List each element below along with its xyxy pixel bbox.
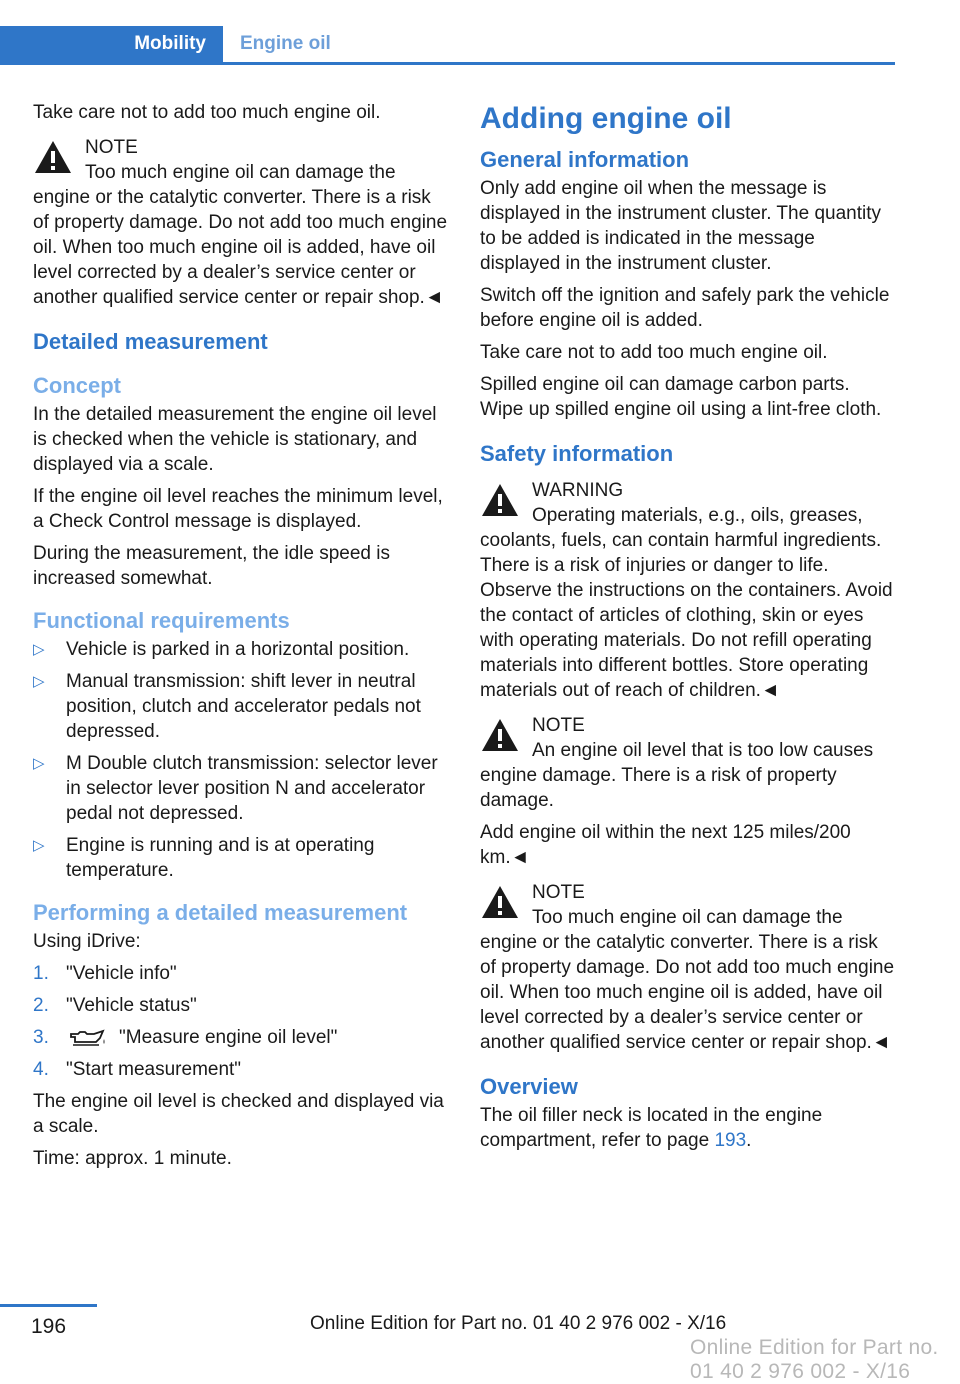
step-text: "Vehicle status" xyxy=(66,995,197,1016)
footer-rule xyxy=(0,1304,97,1307)
step-text: "Measure engine oil level" xyxy=(119,1027,338,1048)
page-link[interactable]: 193 xyxy=(714,1130,747,1151)
warning-triangle-icon xyxy=(33,139,73,175)
step-item xyxy=(33,1025,448,1050)
general-paragraph: Only add engine oil when the message is displayed in the instrument cluster. The quantity to be added is indicated in the message displayed in the instrument cluster. xyxy=(480,178,881,274)
concept-paragraph: If the engine oil level reaches the minimum level, a Check Control message is displayed. xyxy=(33,486,443,532)
step-number: 1. xyxy=(33,963,49,984)
left-column xyxy=(33,100,448,1178)
note-box xyxy=(33,135,448,310)
concept-paragraph: During the measurement, the idle speed is increased somewhat. xyxy=(33,543,390,589)
intro-text: Take care not to add too much engine oil. xyxy=(33,102,381,123)
concept-paragraph: In the detailed measurement the engine oil level is checked when the vehicle is stationary, and displayed via a scale. xyxy=(33,404,437,475)
overview-period: . xyxy=(746,1130,752,1151)
note-text: Too much engine oil can damage the engine or the catalytic converter. There is a risk of property damage. Do not add too much engine oil. When too much engine oil is added, have oil level corrected by a dealer’s service center or another qualified service center or repair shop.◄ xyxy=(33,162,448,308)
heading-general-information: General information xyxy=(480,147,690,172)
note-text: An engine oil level that is too low causes engine damage. There is a risk of property damage. xyxy=(480,740,874,811)
heading-concept: Concept xyxy=(33,373,121,398)
result-text: The engine oil level is checked and displayed via a scale. xyxy=(33,1091,444,1137)
general-paragraph: Switch off the ignition and safely park the vehicle before engine oil is added. xyxy=(480,285,890,331)
heading-overview: Overview xyxy=(480,1074,578,1099)
step-item xyxy=(33,1057,448,1082)
general-paragraph: Spilled engine oil can damage carbon parts. Wipe up spilled engine oil using a lint-free cloth. xyxy=(480,374,882,420)
note-label: NOTE xyxy=(532,715,585,736)
section-tab-engine-oil[interactable]: Engine oil xyxy=(240,33,331,54)
oil-can-icon xyxy=(69,1029,107,1047)
note-box xyxy=(480,713,895,870)
overview-text: The oil filler neck is located in the engine compartment, refer to page xyxy=(480,1105,823,1151)
page-header xyxy=(0,0,895,65)
time-text: Time: approx. 1 minute. xyxy=(33,1148,232,1169)
steps-list xyxy=(33,961,448,1082)
step-number: 2. xyxy=(33,995,49,1016)
note-text: Too much engine oil can damage the engine or the catalytic converter. There is a risk of property damage. Do not add too much engine oil. When too much engine oil is added, have oil level corrected by a dealer’s service center or another qualified service center or repair shop.◄ xyxy=(480,907,895,1053)
list-item xyxy=(33,751,448,826)
note-extra: Add engine oil within the next 125 miles/200 km.◄ xyxy=(480,822,851,868)
overview-paragraph xyxy=(480,1103,895,1153)
step-item xyxy=(33,993,448,1018)
heading-functional-requirements: Functional requirements xyxy=(33,608,290,633)
edition-text: Online Edition for Part no. 01 40 2 976 002 - X/16 xyxy=(310,1313,727,1334)
general-paragraph: Take care not to add too much engine oil. xyxy=(480,342,828,363)
triangle-bullet-icon: ▷ xyxy=(33,641,45,658)
warning-triangle-icon xyxy=(480,884,520,920)
using-idrive-text: Using iDrive: xyxy=(33,931,141,952)
list-item xyxy=(33,637,448,662)
list-item-text: Vehicle is parked in a horizontal position. xyxy=(66,639,410,660)
heading-performing-measurement: Performing a detailed measurement xyxy=(33,900,408,925)
triangle-bullet-icon: ▷ xyxy=(33,755,45,772)
list-item xyxy=(33,669,448,744)
step-item xyxy=(33,961,448,986)
step-number: 4. xyxy=(33,1059,49,1080)
triangle-bullet-icon: ▷ xyxy=(33,837,45,854)
note-label: NOTE xyxy=(532,882,585,903)
right-column xyxy=(480,100,895,1160)
heading-adding-engine-oil: Adding engine oil xyxy=(480,102,732,135)
warning-label: WARNING xyxy=(532,480,624,501)
requirements-list xyxy=(33,637,448,883)
list-item-text: Manual transmission: shift lever in neutral position, clutch and accelerator pedals not depressed. xyxy=(66,671,421,742)
warning-box xyxy=(480,478,895,703)
section-tab-mobility[interactable]: Mobility xyxy=(0,26,223,62)
heading-safety-information: Safety information xyxy=(480,441,674,466)
watermark-text: Online Edition for Part no. 01 40 2 976 002 - X/16 xyxy=(690,1336,939,1383)
warning-triangle-icon xyxy=(480,717,520,753)
list-item xyxy=(33,833,448,883)
note-box xyxy=(480,880,895,1055)
list-item-text: Engine is running and is at operating temperature. xyxy=(66,835,375,881)
triangle-bullet-icon: ▷ xyxy=(33,673,45,690)
note-label: NOTE xyxy=(85,137,138,158)
heading-detailed-measurement: Detailed measurement xyxy=(33,329,268,354)
warning-text: Operating materials, e.g., oils, greases, coolants, fuels, can contain harmful ingredients. There is a risk of injuries or danger to life. Observe the instructions on the containers. Avoid the contact of articles of clothing, skin or eyes with operating materials. Do not refill operating materials into different bottles. Store operating materials out of reach of children.◄ xyxy=(480,505,893,701)
warning-triangle-icon xyxy=(480,482,520,518)
step-number: 3. xyxy=(33,1027,49,1048)
step-text: "Vehicle info" xyxy=(66,963,177,984)
step-text: "Start measurement" xyxy=(66,1059,242,1080)
list-item-text: M Double clutch transmission: selector lever in selector lever position N and accelerator pedal not depressed. xyxy=(66,753,438,824)
page-number: 196 xyxy=(30,1315,67,1338)
